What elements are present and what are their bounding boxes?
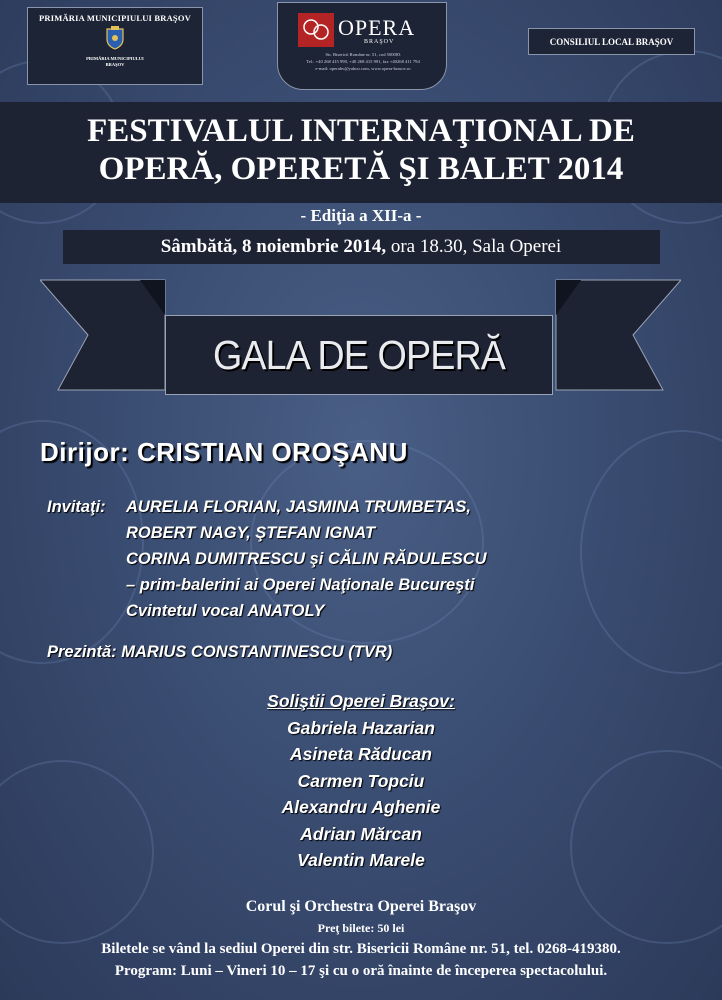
ticket-price: Preţ bilete: 50 lei [317,921,405,935]
opera-address-line: Str. Bisericii Române nr. 51, cod 500083 [325,52,401,57]
soloist-name: Asineta Răducan [290,744,432,764]
opera-logo-subtext: BRAŞOV [364,39,395,45]
guest-line: AURELIA FLORIAN, JASMINA TRUMBETAS, [126,498,471,516]
soloist-name: Gabriela Hazarian [287,717,435,738]
ticket-info: Biletele se vând la sediul Operei din str. Bisericii Române nr. 51, tel. 0268-419380. [101,941,621,957]
opera-address-line: Tel.: +40 268 415 990, +40 268 415 991, fax +40268 411 794 [306,59,420,64]
primaria-sub2: BRAŞOV [105,62,125,67]
gala-title: GALA DE OPERĂ [212,332,506,378]
primaria-logo-box [27,7,203,85]
primaria-sub1: PRIMĂRIA MUNICIPIULUI [86,56,144,61]
box-office-hours: Program: Luni – Vineri 10 – 17 şi cu o oră înainte de începerea spectacolului. [114,963,608,979]
soloist-name: Carmen Topciu [297,770,425,791]
footer-info [0,896,722,982]
edition-label: - Ediţia a XII-a - [300,206,422,225]
guests-first-line [47,494,487,520]
event-date-main: Sâmbătă, 8 noiembrie 2014, [160,236,387,257]
soloists-heading: Soliştii Operei Braşov: [267,691,455,711]
masks-icon [298,13,334,47]
conductor-line: Dirijor: CRISTIAN OROŞANU [40,437,408,467]
soloist-name: Adrian Mărcan [300,823,422,844]
soloist-name: Valentin Marele [297,850,425,870]
opera-logo-text: OPERA [338,15,416,40]
event-date-time: ora 18.30, Sala Operei [386,236,562,257]
guest-line: – prim-balerini ai Operei Naţionale Bucureşti [126,576,475,594]
festival-title-line1: FESTIVALUL INTERNAŢIONAL DE [87,113,635,149]
guests-label: Invitaţi: [47,498,106,516]
event-date [0,236,722,258]
guest-line: CORINA DUMITRESCU şi CĂLIN RĂDULESCU [126,550,487,568]
festival-title [0,112,722,188]
guest-line: Cvintetul vocal ANATOLY [126,602,325,620]
opera-address-line: e-mail: operabv@yahoo.com, www.opera-brasov.ro [315,66,411,71]
opera-logo [298,13,433,47]
choir-orchestra: Corul şi Orchestra Operei Braşov [245,898,477,915]
guests-block [47,494,487,624]
presenter-line: Prezintă: MARIUS CONSTANTINESCU (TVR) [47,643,393,661]
consiliu-local-label: CONSILIUL LOCAL BRAŞOV [528,28,695,55]
primaria-title: PRIMĂRIA MUNICIPIULUI BRAŞOV [39,13,191,23]
soloists-block [0,688,722,874]
festival-title-line2: OPERĂ, OPERETĂ ŞI BALET 2014 [98,151,624,187]
soloist-name: Alexandru Aghenie [281,797,441,817]
opera-address [284,51,442,72]
guest-line: ROBERT NAGY, ŞTEFAN IGNAT [126,524,376,542]
opera-logo-box [277,2,447,90]
coat-of-arms-icon [105,26,125,50]
